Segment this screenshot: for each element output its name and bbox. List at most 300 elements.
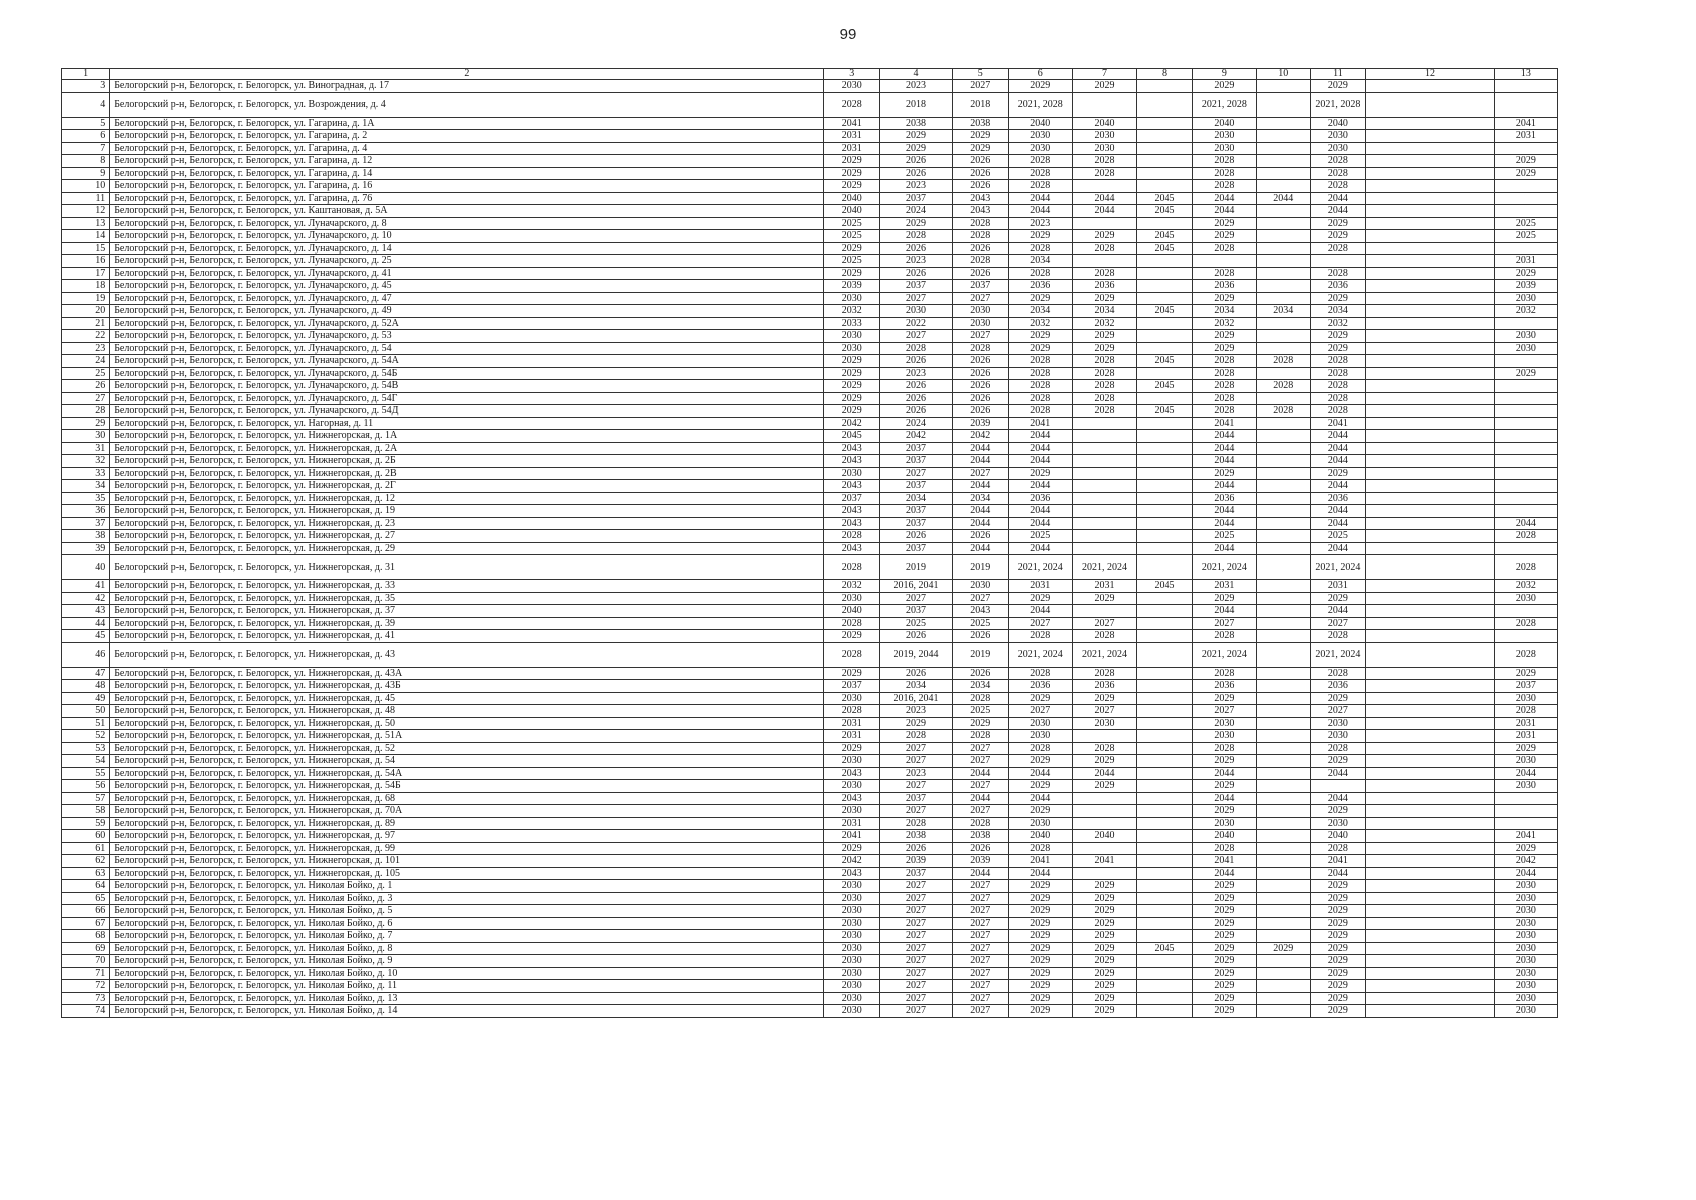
table-row (62, 992, 1558, 1005)
year-cell: 2034 (952, 492, 1008, 505)
year-cell: 2045 (1137, 942, 1193, 955)
year-cell (1137, 905, 1193, 918)
year-cell (1137, 442, 1193, 455)
year-cell: 2030 (824, 892, 880, 905)
year-cell: 2045 (1137, 230, 1193, 243)
year-cell (1137, 167, 1193, 180)
year-cell: 2025 (1008, 530, 1072, 543)
address-cell: Белогорский р-н, Белогорск, г. Белогорск, ул. Нижнегорская, д. 41 (110, 630, 824, 643)
year-cell: 2030 (1494, 692, 1557, 705)
year-cell (1366, 417, 1495, 430)
year-cell: 2027 (952, 330, 1008, 343)
table-row (62, 980, 1558, 993)
year-cell: 2027 (880, 742, 953, 755)
year-cell: 2044 (1192, 430, 1256, 443)
year-cell (1137, 505, 1193, 518)
year-cell: 2029 (824, 405, 880, 418)
address-cell: Белогорский р-н, Белогорск, г. Белогорск, ул. Николая Бойко, д. 11 (110, 980, 824, 993)
year-cell: 2023 (880, 705, 953, 718)
column-header: 11 (1310, 69, 1366, 80)
year-cell (1257, 417, 1311, 430)
year-cell: 2030 (1494, 892, 1557, 905)
year-cell: 2028 (1008, 630, 1072, 643)
row-number: 46 (62, 642, 110, 667)
year-cell: 2029 (1192, 80, 1256, 93)
year-cell (1137, 755, 1193, 768)
year-cell (1137, 555, 1193, 580)
address-cell: Белогорский р-н, Белогорск, г. Белогорск, ул. Луначарского, д. 49 (110, 305, 824, 318)
table-row (62, 705, 1558, 718)
table-row (62, 605, 1558, 618)
address-cell: Белогорский р-н, Белогорск, г. Белогорск, ул. Луначарского, д. 54В (110, 380, 824, 393)
year-cell (1072, 542, 1136, 555)
year-cell: 2032 (1494, 305, 1557, 318)
year-cell: 2021, 2024 (1072, 555, 1136, 580)
year-cell (1366, 942, 1495, 955)
year-cell: 2025 (1494, 230, 1557, 243)
year-cell: 2031 (824, 130, 880, 143)
year-cell: 2024 (880, 205, 953, 218)
year-cell: 2030 (824, 342, 880, 355)
row-number: 12 (62, 205, 110, 218)
year-cell (1366, 455, 1495, 468)
year-cell: 2029 (824, 742, 880, 755)
year-cell: 2034 (952, 680, 1008, 693)
year-cell (1366, 267, 1495, 280)
year-cell (1366, 767, 1495, 780)
year-cell: 2030 (1494, 967, 1557, 980)
row-number: 53 (62, 742, 110, 755)
year-cell: 2029 (1192, 892, 1256, 905)
year-cell (1366, 692, 1495, 705)
year-cell (1494, 480, 1557, 493)
year-cell: 2030 (1310, 142, 1366, 155)
year-cell (1137, 967, 1193, 980)
year-cell (1137, 517, 1193, 530)
year-cell: 2028 (1072, 367, 1136, 380)
year-cell: 2027 (952, 755, 1008, 768)
year-cell: 2029 (1257, 942, 1311, 955)
row-number: 63 (62, 867, 110, 880)
year-cell: 2028 (1310, 180, 1366, 193)
year-cell (1137, 780, 1193, 793)
year-cell: 2029 (1310, 955, 1366, 968)
year-cell: 2029 (1494, 667, 1557, 680)
year-cell (1072, 417, 1136, 430)
year-cell: 2027 (880, 755, 953, 768)
year-cell: 2026 (952, 355, 1008, 368)
year-cell (1257, 442, 1311, 455)
year-cell (1072, 455, 1136, 468)
year-cell: 2028 (1008, 380, 1072, 393)
year-cell: 2030 (1192, 142, 1256, 155)
year-cell: 2039 (952, 417, 1008, 430)
year-cell (1257, 580, 1311, 593)
year-cell (1137, 730, 1193, 743)
year-cell (1137, 142, 1193, 155)
year-cell: 2028 (1192, 180, 1256, 193)
year-cell: 2029 (1072, 967, 1136, 980)
year-cell: 2043 (824, 455, 880, 468)
year-cell: 2029 (1192, 292, 1256, 305)
address-cell: Белогорский р-н, Белогорск, г. Белогорск, ул. Нижнегорская, д. 2Г (110, 480, 824, 493)
year-cell: 2030 (1192, 817, 1256, 830)
year-cell: 2027 (1072, 705, 1136, 718)
year-cell: 2021, 2024 (1310, 555, 1366, 580)
year-cell: 2028 (1310, 842, 1366, 855)
year-cell (1137, 1005, 1193, 1018)
row-number: 58 (62, 805, 110, 818)
year-cell: 2029 (1008, 467, 1072, 480)
year-cell: 2041 (1192, 417, 1256, 430)
year-cell: 2029 (1192, 917, 1256, 930)
year-cell: 2029 (1192, 592, 1256, 605)
year-cell: 2029 (1008, 880, 1072, 893)
year-cell (1366, 255, 1495, 268)
year-cell (1137, 392, 1193, 405)
year-cell: 2027 (880, 967, 953, 980)
year-cell: 2028 (1192, 667, 1256, 680)
year-cell: 2044 (1072, 767, 1136, 780)
year-cell: 2043 (824, 792, 880, 805)
year-cell: 2029 (1008, 905, 1072, 918)
year-cell (1366, 367, 1495, 380)
year-cell: 2030 (824, 292, 880, 305)
year-cell: 2027 (880, 980, 953, 993)
row-number: 42 (62, 592, 110, 605)
year-cell: 2044 (1310, 792, 1366, 805)
row-number: 8 (62, 155, 110, 168)
row-number: 37 (62, 517, 110, 530)
year-cell: 2026 (952, 242, 1008, 255)
year-cell: 2044 (1008, 517, 1072, 530)
year-cell (1366, 642, 1495, 667)
year-cell: 2040 (1072, 117, 1136, 130)
table-row (62, 617, 1558, 630)
year-cell: 2029 (1310, 292, 1366, 305)
address-cell: Белогорский р-н, Белогорск, г. Белогорск, ул. Каштановая, д. 5А (110, 205, 824, 218)
year-cell: 2028 (824, 617, 880, 630)
year-cell (1072, 867, 1136, 880)
year-cell: 2029 (1072, 330, 1136, 343)
address-cell: Белогорский р-н, Белогорск, г. Белогорск, ул. Луначарского, д. 54Б (110, 367, 824, 380)
year-cell: 2026 (952, 267, 1008, 280)
year-cell: 2036 (1310, 280, 1366, 293)
year-cell (1494, 430, 1557, 443)
table-row (62, 455, 1558, 468)
year-cell: 2029 (1008, 780, 1072, 793)
page-number: 99 (839, 26, 857, 43)
table-row (62, 517, 1558, 530)
year-cell: 2027 (880, 805, 953, 818)
year-cell (1494, 455, 1557, 468)
year-cell: 2025 (824, 255, 880, 268)
year-cell (1137, 430, 1193, 443)
year-cell (1072, 255, 1136, 268)
address-cell: Белогорский р-н, Белогорск, г. Белогорск, ул. Луначарского, д. 54Д (110, 405, 824, 418)
year-cell: 2039 (824, 280, 880, 293)
year-cell: 2027 (880, 992, 953, 1005)
year-cell: 2028 (1310, 405, 1366, 418)
year-cell: 2044 (1008, 505, 1072, 518)
year-cell: 2026 (880, 167, 953, 180)
year-cell (1257, 430, 1311, 443)
year-cell: 2037 (880, 455, 953, 468)
year-cell: 2028 (1494, 617, 1557, 630)
year-cell: 2030 (824, 992, 880, 1005)
row-number: 49 (62, 692, 110, 705)
year-cell: 2044 (1192, 605, 1256, 618)
table-row (62, 305, 1558, 318)
year-cell: 2031 (1192, 580, 1256, 593)
year-cell: 2041 (1310, 855, 1366, 868)
year-cell: 2031 (1494, 130, 1557, 143)
year-cell: 2029 (1192, 905, 1256, 918)
year-cell: 2030 (824, 592, 880, 605)
address-cell: Белогорский р-н, Белогорск, г. Белогорск, ул. Луначарского, д. 14 (110, 242, 824, 255)
year-cell (1137, 367, 1193, 380)
year-cell (1366, 230, 1495, 243)
table-row (62, 755, 1558, 768)
year-cell: 2028 (1310, 380, 1366, 393)
year-cell: 2028 (1008, 155, 1072, 168)
year-cell: 2032 (824, 580, 880, 593)
year-cell (1366, 855, 1495, 868)
table-row (62, 180, 1558, 193)
table-row (62, 367, 1558, 380)
year-cell: 2016, 2041 (880, 580, 953, 593)
year-cell: 2021, 2028 (1192, 92, 1256, 117)
year-cell (1257, 605, 1311, 618)
year-cell (1366, 467, 1495, 480)
year-cell (1366, 492, 1495, 505)
year-cell: 2029 (1494, 367, 1557, 380)
address-cell: Белогорский р-н, Белогорск, г. Белогорск, ул. Нижнегорская, д. 54 (110, 755, 824, 768)
year-cell: 2023 (880, 255, 953, 268)
column-header: 3 (824, 69, 880, 80)
table-row (62, 430, 1558, 443)
year-cell (1257, 767, 1311, 780)
row-number: 65 (62, 892, 110, 905)
year-cell: 2025 (952, 705, 1008, 718)
address-cell: Белогорский р-н, Белогорск, г. Белогорск, ул. Нижнегорская, д. 68 (110, 792, 824, 805)
row-number: 54 (62, 755, 110, 768)
year-cell: 2044 (1310, 442, 1366, 455)
year-cell: 2028 (1310, 167, 1366, 180)
year-cell: 2028 (1192, 742, 1256, 755)
year-cell (1494, 542, 1557, 555)
address-cell: Белогорский р-н, Белогорск, г. Белогорск, ул. Луначарского, д. 41 (110, 267, 824, 280)
year-cell: 2044 (952, 480, 1008, 493)
year-cell: 2029 (824, 842, 880, 855)
year-cell: 2030 (952, 580, 1008, 593)
year-cell: 2031 (824, 717, 880, 730)
row-number: 38 (62, 530, 110, 543)
year-cell (1257, 555, 1311, 580)
address-cell: Белогорский р-н, Белогорск, г. Белогорск, ул. Возрождения, д. 4 (110, 92, 824, 117)
year-cell: 2041 (824, 830, 880, 843)
year-cell: 2028 (1072, 667, 1136, 680)
year-cell: 2028 (952, 230, 1008, 243)
year-cell: 2029 (824, 167, 880, 180)
table-row (62, 767, 1558, 780)
year-cell: 2043 (824, 542, 880, 555)
year-cell (1366, 517, 1495, 530)
year-cell: 2029 (880, 217, 953, 230)
year-cell: 2029 (1008, 980, 1072, 993)
row-number: 27 (62, 392, 110, 405)
year-cell: 2044 (1008, 605, 1072, 618)
year-cell: 2036 (1192, 492, 1256, 505)
table-row (62, 117, 1558, 130)
schedule-table (61, 68, 1558, 1018)
address-cell: Белогорский р-н, Белогорск, г. Белогорск, ул. Нижнегорская, д. 48 (110, 705, 824, 718)
year-cell (1366, 605, 1495, 618)
row-number: 13 (62, 217, 110, 230)
table-row (62, 255, 1558, 268)
year-cell (1494, 392, 1557, 405)
year-cell: 2027 (952, 955, 1008, 968)
year-cell: 2028 (1494, 705, 1557, 718)
year-cell: 2029 (1494, 742, 1557, 755)
year-cell (1137, 642, 1193, 667)
year-cell: 2027 (952, 992, 1008, 1005)
year-cell: 2043 (952, 205, 1008, 218)
year-cell: 2026 (952, 667, 1008, 680)
year-cell: 2027 (880, 780, 953, 793)
row-number: 10 (62, 180, 110, 193)
address-cell: Белогорский р-н, Белогорск, г. Белогорск, ул. Луначарского, д. 54А (110, 355, 824, 368)
year-cell: 2044 (1310, 192, 1366, 205)
year-cell: 2041 (1192, 855, 1256, 868)
year-cell: 2027 (952, 780, 1008, 793)
year-cell: 2030 (880, 305, 953, 318)
year-cell (1137, 767, 1193, 780)
year-cell: 2027 (952, 467, 1008, 480)
year-cell: 2029 (1192, 755, 1256, 768)
year-cell: 2029 (1192, 955, 1256, 968)
year-cell: 2029 (1072, 292, 1136, 305)
year-cell: 2040 (1192, 117, 1256, 130)
row-number: 20 (62, 305, 110, 318)
year-cell: 2028 (1072, 392, 1136, 405)
year-cell (1366, 717, 1495, 730)
year-cell: 2030 (824, 930, 880, 943)
year-cell: 2037 (880, 505, 953, 518)
year-cell: 2037 (880, 480, 953, 493)
address-cell: Белогорский р-н, Белогорск, г. Белогорск, ул. Нижнегорская, д. 43Б (110, 680, 824, 693)
year-cell: 2027 (952, 592, 1008, 605)
year-cell (1137, 805, 1193, 818)
year-cell: 2039 (952, 855, 1008, 868)
year-cell (1366, 780, 1495, 793)
year-cell: 2030 (824, 692, 880, 705)
year-cell (1137, 180, 1193, 193)
year-cell: 2044 (1192, 505, 1256, 518)
year-cell: 2029 (1192, 992, 1256, 1005)
row-number: 33 (62, 467, 110, 480)
year-cell (1257, 517, 1311, 530)
row-number: 69 (62, 942, 110, 955)
year-cell: 2030 (824, 967, 880, 980)
address-cell: Белогорский р-н, Белогорск, г. Белогорск, ул. Гагарина, д. 2 (110, 130, 824, 143)
year-cell (1366, 842, 1495, 855)
year-cell: 2028 (1310, 355, 1366, 368)
year-cell: 2028 (1494, 642, 1557, 667)
year-cell (1366, 580, 1495, 593)
year-cell: 2028 (1310, 667, 1366, 680)
year-cell: 2030 (1494, 330, 1557, 343)
year-cell: 2029 (1494, 267, 1557, 280)
year-cell: 2036 (1072, 280, 1136, 293)
row-number: 9 (62, 167, 110, 180)
year-cell: 2019 (880, 555, 953, 580)
year-cell: 2027 (880, 330, 953, 343)
year-cell: 2021, 2028 (1310, 92, 1366, 117)
year-cell: 2029 (1310, 942, 1366, 955)
row-number: 26 (62, 380, 110, 393)
year-cell (1257, 342, 1311, 355)
year-cell (1137, 817, 1193, 830)
year-cell (1366, 1005, 1495, 1018)
year-cell: 2029 (880, 130, 953, 143)
year-cell: 2045 (1137, 192, 1193, 205)
year-cell (1257, 292, 1311, 305)
year-cell: 2029 (952, 130, 1008, 143)
address-cell: Белогорский р-н, Белогорск, г. Белогорск, ул. Нижнегорская, д. 27 (110, 530, 824, 543)
year-cell (1494, 180, 1557, 193)
row-number: 30 (62, 430, 110, 443)
year-cell (1494, 805, 1557, 818)
year-cell (1137, 867, 1193, 880)
year-cell (1137, 480, 1193, 493)
row-number: 61 (62, 842, 110, 855)
year-cell: 2042 (880, 430, 953, 443)
year-cell: 2029 (1072, 80, 1136, 93)
year-cell (1137, 855, 1193, 868)
year-cell: 2026 (880, 355, 953, 368)
year-cell (1494, 792, 1557, 805)
year-cell: 2028 (952, 730, 1008, 743)
table-row (62, 730, 1558, 743)
year-cell: 2044 (1310, 430, 1366, 443)
year-cell: 2027 (952, 805, 1008, 818)
year-cell: 2040 (1008, 117, 1072, 130)
table-row (62, 630, 1558, 643)
year-cell: 2028 (1008, 355, 1072, 368)
year-cell: 2030 (1192, 130, 1256, 143)
year-cell: 2037 (880, 605, 953, 618)
column-header: 1 (62, 69, 110, 80)
row-number: 74 (62, 1005, 110, 1018)
year-cell (1137, 342, 1193, 355)
year-cell: 2027 (952, 930, 1008, 943)
year-cell: 2027 (952, 892, 1008, 905)
year-cell (1257, 167, 1311, 180)
year-cell: 2023 (880, 180, 953, 193)
year-cell: 2027 (952, 1005, 1008, 1018)
year-cell (1137, 917, 1193, 930)
year-cell (1494, 505, 1557, 518)
year-cell: 2027 (952, 942, 1008, 955)
year-cell: 2021, 2024 (1192, 555, 1256, 580)
year-cell (1137, 330, 1193, 343)
year-cell: 2043 (824, 767, 880, 780)
year-cell: 2030 (824, 755, 880, 768)
table-row (62, 542, 1558, 555)
address-cell: Белогорский р-н, Белогорск, г. Белогорск, ул. Луначарского, д. 54 (110, 342, 824, 355)
year-cell: 2030 (824, 780, 880, 793)
